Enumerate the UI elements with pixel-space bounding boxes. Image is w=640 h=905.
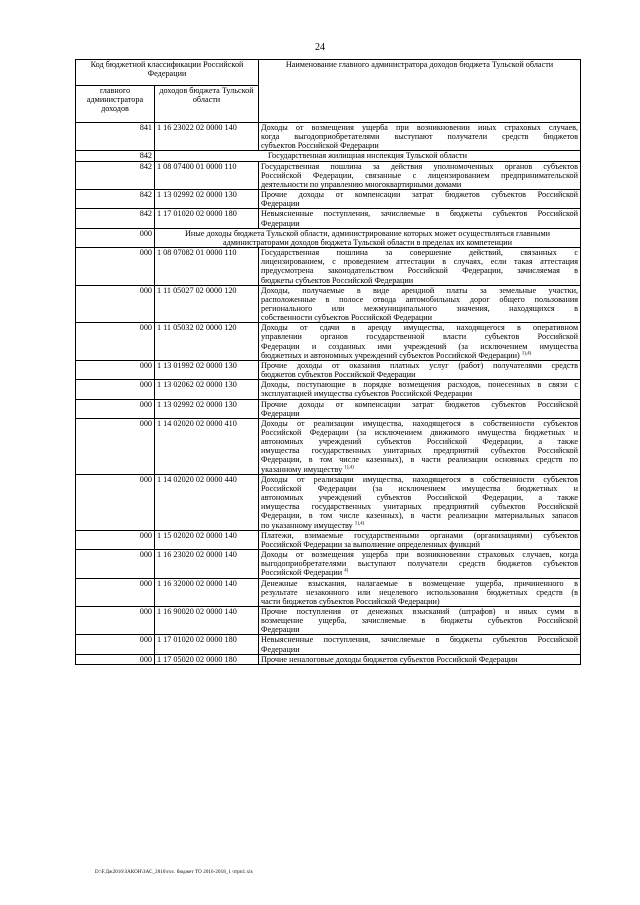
footnote-marker: 1),4): [344, 464, 354, 470]
revenue-name-cell: [259, 530, 581, 549]
admin-code-cell: 000: [76, 654, 155, 664]
admin-code-cell: 000: [76, 228, 155, 247]
budget-classification-table: [75, 59, 581, 665]
revenue-code-cell: 1 15 02020 02 0000 140: [155, 530, 259, 549]
revenue-name-cell: [259, 209, 581, 228]
description-line: лицензированием, с проведением аттестации в случаях, если такая аттестация: [261, 257, 579, 267]
description-line: Доходы, получаемые в виде арендной платы за земельные участки,: [261, 285, 579, 295]
revenue-name-cell: [259, 474, 581, 530]
table-row: [76, 654, 581, 664]
description-line: выгодоприобретателями выступают получатели средств бюджетов субъектов: [261, 559, 579, 569]
admin-code-cell: 842: [76, 209, 155, 228]
table-row: [76, 399, 581, 418]
admin-code-cell: 000: [76, 474, 155, 530]
admin-code-cell: 000: [76, 578, 155, 606]
revenue-name-cell: [259, 399, 581, 418]
description-line: Прочие доходы от компенсации затрат бюджетов субъектов Российской: [261, 190, 579, 200]
description-line: бюджетных и автономных учреждений субъектов Российской Федерации) $^{1),4)}$: [261, 350, 532, 360]
revenue-code-cell: 1 16 23022 02 0000 140: [155, 123, 259, 151]
section-heading: Иные доходы бюджета Тульской области, администрирование которых может осуществляться главными администраторами доходов бюджета Тульской области в пределах их компетенции: [155, 228, 581, 247]
description-line: расположенные в полосе отвода автомобильных дорог общего пользования: [261, 294, 579, 304]
admin-code-cell: 000: [76, 635, 155, 654]
revenue-code-cell: 1 13 02992 02 0000 130: [155, 190, 259, 209]
description-line: бюджетов субъектов Российской Федерации: [261, 370, 416, 380]
admin-code-cell: 842: [76, 151, 155, 161]
revenue-name-cell: [259, 123, 581, 151]
table-row: [76, 606, 581, 634]
description-line: Прочие доходы от компенсации затрат бюджетов субъектов Российской: [261, 399, 579, 409]
name-header: Наименование главного администратора доходов бюджета Тульской области: [259, 60, 581, 123]
revenue-code-cell: 1 14 02020 02 0000 410: [155, 418, 259, 474]
footnote-marker: 4): [344, 568, 349, 574]
revenue-code-cell: 1 16 32000 02 0000 140: [155, 578, 259, 606]
description-line: имущества государственных унитарных предприятий субъектов Российской: [261, 446, 579, 456]
page-number: 24: [315, 42, 325, 53]
admin-code-cell: 000: [76, 606, 155, 634]
revenue-name-cell: [259, 635, 581, 654]
table-row: [76, 578, 581, 606]
description-line: результате незаконного или нецелевого использования бюджетных средств (в: [261, 587, 579, 597]
revenue-code-cell: 1 13 02062 02 0000 130: [155, 380, 259, 399]
description-line: Прочие неналоговые доходы бюджетов субъектов Российской Федерации: [261, 654, 518, 664]
revenue-code-cell: 1 17 01020 02 0000 180: [155, 209, 259, 228]
description-line: управлении органов государственной власти субъектов Российской: [261, 332, 579, 342]
description-line: Федерации, в том числе казенных), в части реализации основных средств по: [261, 455, 579, 465]
section-heading: Государственная жилищная инспекция Тульской области: [155, 151, 581, 161]
description-line: Российской Федерации (за исключением движимого имущества бюджетных и: [261, 428, 579, 437]
description-line: Российской Федерации (за исключением имущества бюджетных и: [261, 483, 579, 493]
revenue-name-cell: [259, 606, 581, 634]
revenue-name-cell: [259, 248, 581, 286]
file-path-footer: D:\F.Дж2016\ЗАКОН\ЗАС_2016\гос. бюджет ТО 2016-2018_1 чтрп1.xls: [95, 870, 253, 875]
admin-code-cell: 842: [76, 190, 155, 209]
description-line: Прочие доходы от оказания платных услуг (работ) получателями средств: [261, 360, 579, 370]
table-row: [76, 323, 581, 361]
table-row: [76, 474, 581, 530]
description-line: Российской Федерации $^{4)}$: [261, 568, 349, 578]
description-line: Государственная пошлина за действия уполномоченных органов субъектов: [261, 161, 579, 171]
revenue-name-cell: [259, 550, 581, 578]
admin-code-cell: 000: [76, 550, 155, 578]
section-heading-row: [76, 228, 581, 247]
description-line: имущества государственных унитарных предприятий субъектов Российской: [261, 502, 579, 512]
description-line: автономных учреждений субъектов Российской Федерации, а также: [261, 493, 579, 503]
description-line: бюджеты субъектов Российской Федерации: [261, 275, 414, 285]
revenue-code-cell: 1 13 01992 02 0000 130: [155, 360, 259, 379]
description-line: Федерации: [261, 625, 300, 635]
description-line: автономных учреждений субъектов Российской Федерации, а также: [261, 437, 579, 447]
revenue-code-cell: 1 16 23020 02 0000 140: [155, 550, 259, 578]
description-line: Федерации: [261, 408, 300, 418]
description-line: Государственная пошлина за совершение действий, связанных с: [261, 248, 579, 258]
revenue-code-cell: 1 11 05027 02 0000 120: [155, 285, 259, 323]
description-line: деятельности по управлению многоквартирными домами: [261, 179, 462, 189]
revenue-name-cell: [259, 190, 581, 209]
footnote-marker: 1),4): [354, 520, 365, 526]
description-line: Федерации: [261, 644, 300, 654]
revenue-name-cell: [259, 323, 581, 361]
description-line: когда выгодоприобретателями выступают получатели средств бюджетов: [261, 132, 579, 142]
description-line: Федерации: [261, 218, 300, 228]
admin-code-cell: 000: [76, 399, 155, 418]
admin-code-cell: 842: [76, 161, 155, 189]
revenue-name-cell: [259, 285, 581, 323]
table-row: [76, 248, 581, 286]
description-line: Доходы от возмещения ущерба при возникновении иных страховых случаев,: [261, 123, 579, 132]
description-line: Доходы от реализации имущества, находящегося в собственности субъектов: [261, 474, 579, 484]
revenue-code-cell: 1 17 05020 02 0000 180: [155, 654, 259, 664]
description-line: Платежи, взимаемые государственными органами (организациями) субъектов: [261, 530, 579, 540]
description-line: Федерации и созданных ими учреждений (за исключением имущества: [261, 341, 579, 351]
table-row: [76, 161, 581, 189]
revenue-name-cell: [259, 654, 581, 664]
table-row: [76, 550, 581, 578]
description-line: Невыясненные поступления, зачисляемые в бюджеты субъектов Российской: [261, 635, 579, 645]
description-line: Доходы, поступающие в порядке возмещения расходов, понесенных в связи с: [261, 380, 579, 390]
description-line: части бюджетов субъектов Российской Федерации): [261, 596, 440, 606]
table-row: [76, 190, 581, 209]
admin-code-cell: 841: [76, 123, 155, 151]
table-body: [76, 123, 581, 665]
revenue-name-cell: [259, 161, 581, 189]
table-row: [76, 209, 581, 228]
revenue-name-cell: [259, 578, 581, 606]
revenue-name-cell: [259, 360, 581, 379]
footnote-marker: 1),4): [521, 351, 532, 357]
admin-code-cell: 000: [76, 418, 155, 474]
table-header-row: [76, 60, 581, 86]
revenue-code-cell: 1 13 02992 02 0000 130: [155, 399, 259, 418]
admin-code-cell: 000: [76, 380, 155, 399]
section-heading-row: [76, 151, 581, 161]
admin-code-cell: 000: [76, 360, 155, 379]
table-row: [76, 530, 581, 549]
description-line: субъектов Российской Федерации: [261, 141, 379, 151]
description-line: регионального или межмуниципального значения, находящихся в: [261, 303, 579, 313]
revenue-code-cell: 1 14 02020 02 0000 440: [155, 474, 259, 530]
revenue-column-header: доходов бюджета Тульской области: [155, 86, 259, 123]
table-row: [76, 380, 581, 399]
admin-code-cell: 000: [76, 323, 155, 361]
description-line: Невыясненные поступления, зачисляемые в бюджеты субъектов Российской: [261, 209, 579, 219]
revenue-name-cell: [259, 418, 581, 474]
description-line: собственности субъектов Российской Федерации: [261, 313, 433, 323]
description-line: предусмотрена законодательством Российской Федерации, зачисляемая в: [261, 266, 579, 276]
revenue-name-cell: [259, 380, 581, 399]
revenue-code-cell: 1 16 90020 02 0000 140: [155, 606, 259, 634]
description-line: Прочие поступления от денежных взысканий (штрафов) и иных сумм в: [261, 606, 579, 616]
table-row: [76, 285, 581, 323]
admin-column-header: главного администратора доходов: [76, 86, 155, 123]
description-line: Федерации: [261, 199, 300, 209]
revenue-code-cell: 1 08 07082 01 0000 110: [155, 248, 259, 286]
description-line: по указанному имуществу $^{1),4)}$: [261, 520, 365, 530]
table-row: [76, 418, 581, 474]
description-line: Российской Федерации за выполнение определенных функций: [261, 539, 481, 549]
classification-header: Код бюджетной классификации Российской Федерации: [76, 60, 259, 86]
revenue-code-cell: 1 08 07400 01 0000 110: [155, 161, 259, 189]
description-line: возмещение ущерба, зачисляемые в бюджеты субъектов Российской: [261, 616, 579, 626]
admin-code-cell: 000: [76, 285, 155, 323]
description-line: Доходы от возмещения ущерба при возникновении страховых случаев, когда: [261, 550, 579, 560]
description-line: Федерации, в том числе казенных), в части реализации материальных запасов: [261, 511, 579, 521]
admin-code-cell: 000: [76, 530, 155, 549]
description-line: эксплуатацией имущества субъектов Российской Федерации: [261, 389, 473, 399]
description-line: Доходы от реализации имущества, находящегося в собственности субъектов: [261, 418, 579, 428]
admin-code-cell: 000: [76, 248, 155, 286]
description-line: Денежные взыскания, налагаемые в возмещение ущерба, причиненного в: [261, 578, 579, 588]
revenue-code-cell: 1 17 01020 02 0000 180: [155, 635, 259, 654]
description-line: Российской Федерации, связанные с лицензированием предпринимательской: [261, 170, 579, 180]
description-line: указанному имуществу $^{1),4)}$: [261, 464, 354, 474]
description-line: Доходы от сдачи в аренду имущества, находящегося в оперативном: [261, 323, 579, 333]
table-row: [76, 360, 581, 379]
table-row: [76, 635, 581, 654]
table-row: [76, 123, 581, 151]
revenue-code-cell: 1 11 05032 02 0000 120: [155, 323, 259, 361]
